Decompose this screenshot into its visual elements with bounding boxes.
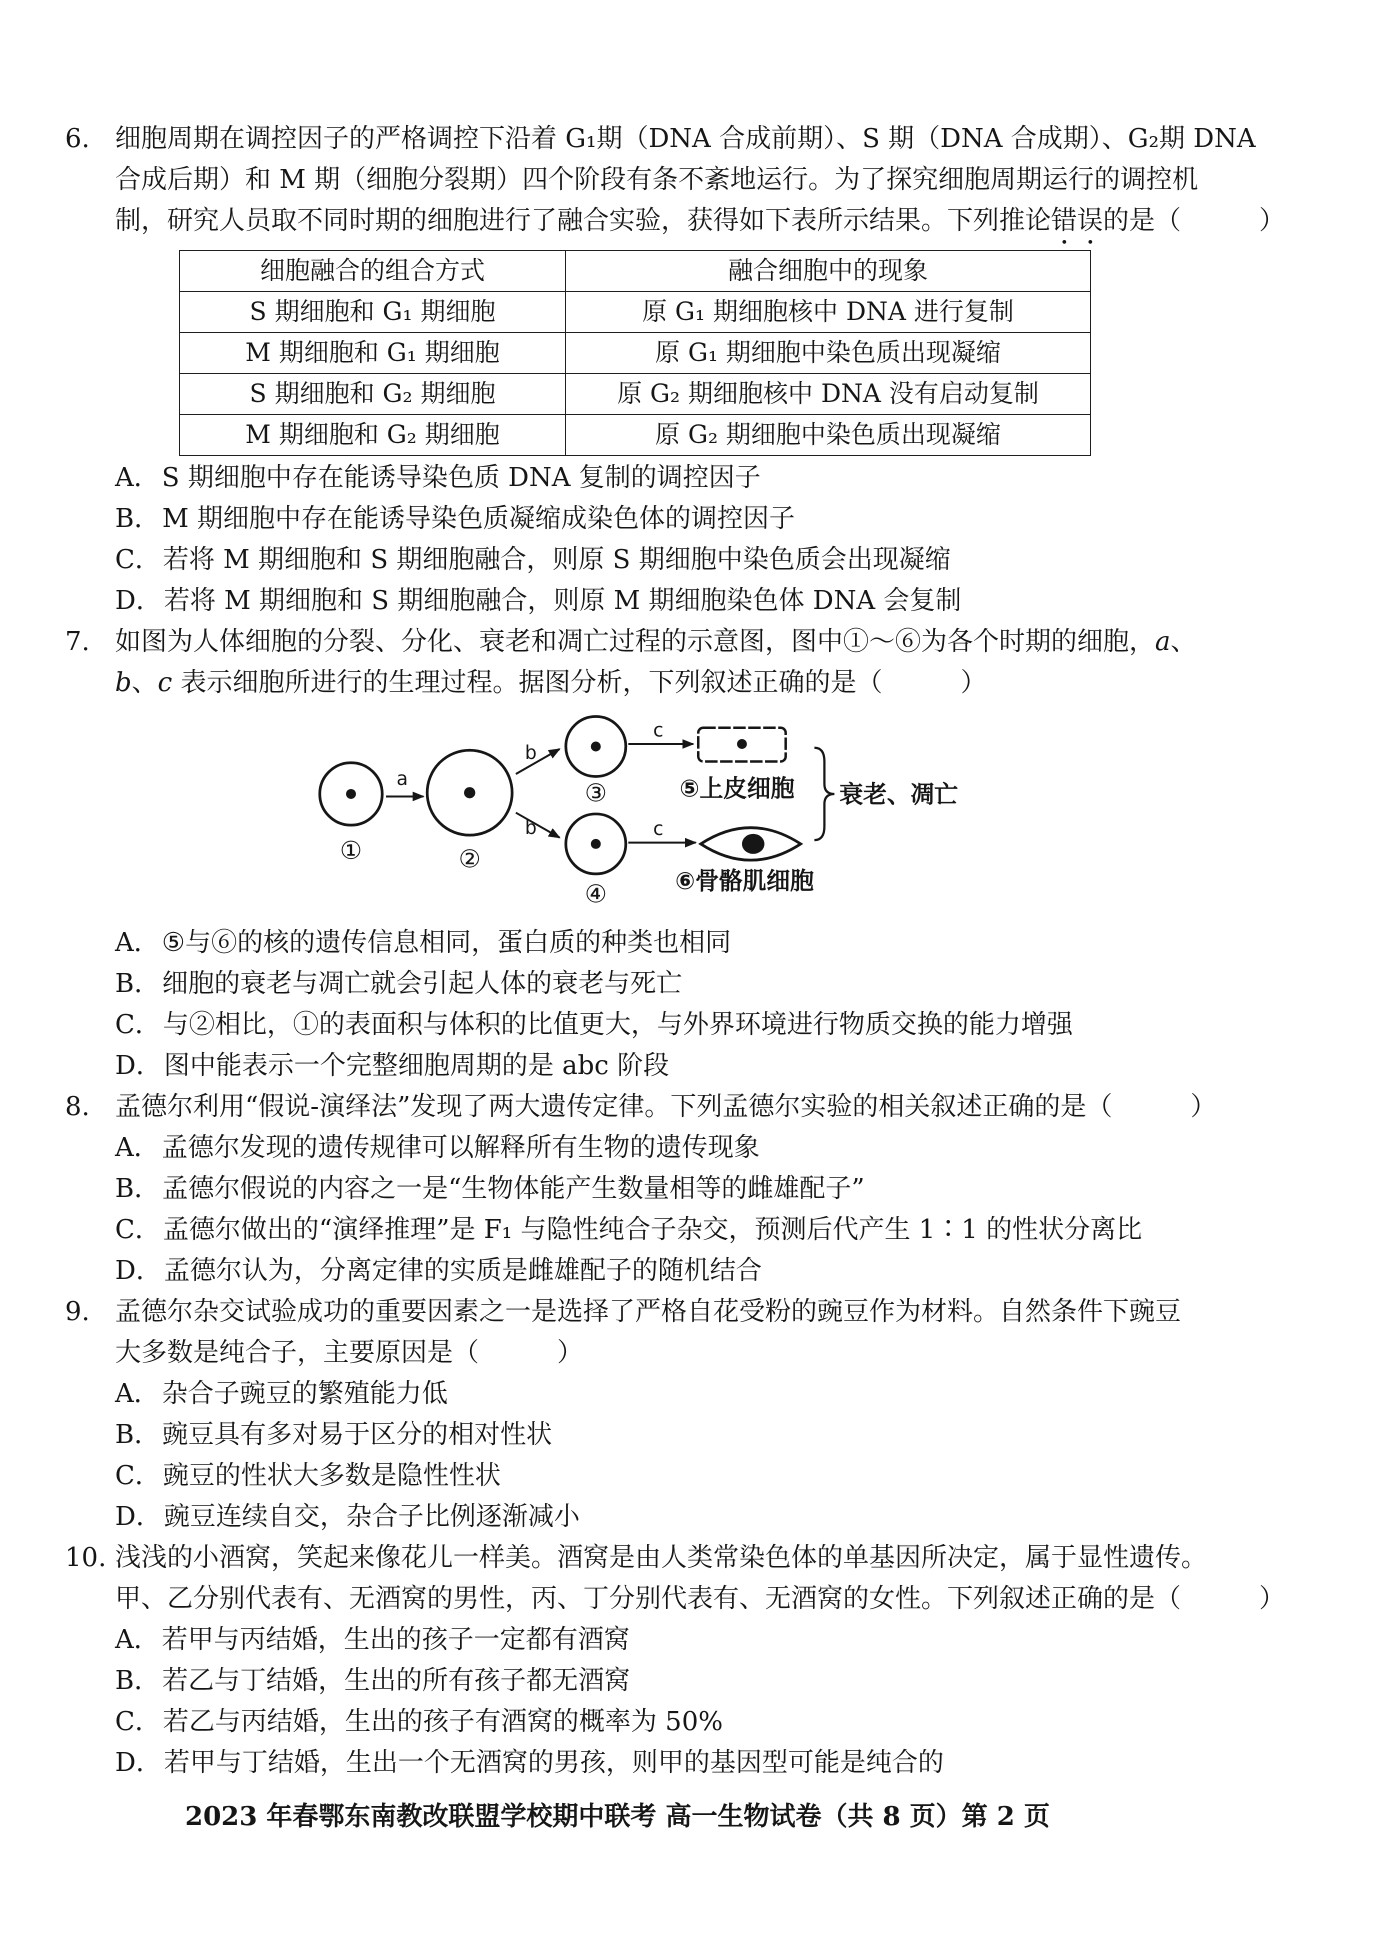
process-label-b-lower: b [524, 817, 537, 839]
table-header: 融合细胞中的现象 [566, 251, 1091, 292]
table-cell: M 期细胞和 G₂ 期细胞 [180, 415, 566, 456]
question-stem-line [65, 1538, 1315, 1579]
muscle-cell-nucleus [742, 834, 764, 854]
option-a [115, 923, 1315, 964]
option-text: 若将 M 期细胞和 S 期细胞融合，则原 S 期细胞中染色质会出现凝缩 [162, 545, 951, 575]
stem-text: 的是（ ） [1103, 206, 1286, 236]
option-text: 豌豆连续自交，杂合子比例逐渐减小 [163, 1502, 580, 1532]
process-label-c-upper: c [653, 720, 664, 742]
option-text: 若甲与丁结婚，生出一个无酒窝的男孩，则甲的基因型可能是纯合的 [163, 1748, 944, 1778]
muscle-cell-label: ⑥骨骼肌细胞 [675, 866, 814, 895]
option-text: 孟德尔认为，分离定律的实质是雌雄配子的随机结合 [163, 1256, 762, 1286]
bracket-label: 衰老、凋亡 [839, 780, 958, 809]
option-a [115, 1620, 1315, 1661]
table-row [180, 292, 1091, 333]
option-b [115, 1661, 1315, 1702]
table-cell: 原 G₁ 期细胞核中 DNA 进行复制 [566, 292, 1091, 333]
option-d [115, 1743, 1315, 1784]
stem-text: 表示细胞所进行的生理过程。据图分析，下列叙述正确的是（ ） [172, 668, 987, 698]
option-label: B． [115, 1174, 161, 1204]
process-label-a: a [396, 769, 408, 791]
option-label: C． [115, 1215, 161, 1245]
option-text: M 期细胞中存在能诱导染色质凝缩成染色体的调控因子 [162, 504, 795, 534]
option-label: B． [115, 1420, 161, 1450]
option-text: 细胞的衰老与凋亡就会引起人体的衰老与死亡 [162, 969, 683, 999]
option-label: A． [115, 1625, 160, 1655]
option-label: D． [115, 1502, 162, 1532]
cell-1-nucleus [346, 789, 356, 799]
option-d [115, 1046, 1315, 1087]
option-text: 孟德尔做出的“演绎推理”是 F₁ 与隐性纯合子杂交，预测后代产生 1∶1 的性状分离比 [162, 1215, 1143, 1245]
table-header: 细胞融合的组合方式 [180, 251, 566, 292]
option-c [115, 1005, 1315, 1046]
question-6 [65, 119, 1315, 622]
stem-text: 、 [131, 668, 158, 698]
table-row [180, 415, 1091, 456]
option-text: S 期细胞中存在能诱导染色质 DNA 复制的调控因子 [161, 463, 761, 493]
question-number: 7. [65, 627, 90, 657]
process-label-b-upper: b [524, 742, 537, 764]
question-stem-line [65, 119, 1315, 160]
question-9 [65, 1292, 1315, 1538]
stem-text: 甲、乙分别代表有、无酒窝的男性，丙、丁分别代表有、无酒窝的女性。下列叙述正确的是（ ） [115, 1584, 1286, 1614]
option-text: ⑤与⑥的核的遗传信息相同，蛋白质的种类也相同 [161, 928, 732, 958]
option-a [115, 1374, 1315, 1415]
arrow-b-lower [516, 813, 560, 838]
option-a [115, 1128, 1315, 1169]
option-text: 豌豆的性状大多数是隐性性状 [162, 1461, 501, 1491]
cell-process-diagram [0, 704, 1374, 923]
epithelial-cell-nucleus [737, 739, 747, 749]
table-cell: S 期细胞和 G₁ 期细胞 [180, 292, 566, 333]
question-8 [65, 1087, 1315, 1292]
arrow-b-upper [516, 749, 560, 774]
question-number: 10. [65, 1543, 107, 1573]
option-label: C． [115, 1010, 161, 1040]
option-label: A． [115, 463, 160, 493]
option-text: 若甲与丙结婚，生出的孩子一定都有酒窝 [161, 1625, 630, 1655]
stem-text: 、 [1170, 627, 1197, 657]
stem-text: 合成后期）和 M 期（细胞分裂期）四个阶段有条不紊地运行。为了探究细胞周期运行的调控机 [115, 165, 1199, 195]
option-label: B． [115, 504, 161, 534]
question-stem-line [65, 1087, 1315, 1128]
question-stem-line [115, 1333, 1315, 1374]
question-stem-line [65, 1292, 1315, 1333]
emphasized-word: 错误 [1051, 206, 1104, 236]
table-cell: 原 G₂ 期细胞核中 DNA 没有启动复制 [566, 374, 1091, 415]
right-brace [814, 748, 834, 840]
option-text: 孟德尔假说的内容之一是“生物体能产生数量相等的雌雄配子” [162, 1174, 865, 1204]
table-cell: 原 G₂ 期细胞中染色质出现凝缩 [566, 415, 1091, 456]
option-d [115, 1251, 1315, 1292]
cell-label-4: ④ [584, 879, 608, 909]
cell-4-nucleus [591, 839, 601, 849]
option-text: 若乙与丁结婚，生出的所有孩子都无酒窝 [162, 1666, 631, 1696]
process-label-c-lower: c [653, 819, 664, 841]
process-variable: a [1155, 627, 1171, 657]
stem-text: 细胞周期在调控因子的严格调控下沿着 G₁期（DNA 合成前期）、S 期（DNA 合成期）、G₂期 DNA [115, 124, 1256, 154]
option-c [115, 1456, 1315, 1497]
table-cell: M 期细胞和 G₁ 期细胞 [180, 333, 566, 374]
table-header-row [180, 251, 1091, 292]
option-label: D． [115, 1256, 162, 1286]
stem-text: 孟德尔利用“假说-演绎法”发现了两大遗传定律。下列孟德尔实验的相关叙述正确的是（ ） [115, 1092, 1217, 1122]
option-c [115, 1210, 1315, 1251]
stem-text: 孟德尔杂交试验成功的重要因素之一是选择了严格自花受粉的豌豆作为材料。自然条件下豌豆 [115, 1297, 1182, 1327]
question-stem-line [115, 160, 1315, 201]
exam-page-content [65, 119, 1315, 1784]
cell-2-nucleus [464, 787, 475, 798]
page-footer: 2023 年春鄂东南教改联盟学校期中联考 高一生物试卷（共 8 页）第 2 页 [185, 1802, 1050, 1832]
option-text: 图中能表示一个完整细胞周期的是 abc 阶段 [163, 1051, 670, 1081]
option-label: A． [115, 1379, 160, 1409]
option-b [115, 1415, 1315, 1456]
option-text: 与②相比，①的表面积与体积的比值更大，与外界环境进行物质交换的能力增强 [162, 1010, 1073, 1040]
option-b [115, 499, 1315, 540]
option-label: C． [115, 1461, 161, 1491]
option-label: A． [115, 928, 160, 958]
question-number: 8. [65, 1092, 90, 1122]
option-c [115, 1702, 1315, 1743]
option-d [115, 1497, 1315, 1538]
table-cell: 原 G₁ 期细胞中染色质出现凝缩 [566, 333, 1091, 374]
stem-text: 如图为人体细胞的分裂、分化、衰老和凋亡过程的示意图，图中①～⑥为各个时期的细胞， [115, 627, 1156, 657]
option-text: 杂合子豌豆的繁殖能力低 [161, 1379, 448, 1409]
stem-text: 大多数是纯合子，主要原因是（ ） [115, 1338, 584, 1368]
stem-text: 制，研究人员取不同时期的细胞进行了融合实验，获得如下表所示结果。下列推论 [115, 206, 1052, 236]
option-label: B． [115, 1666, 161, 1696]
question-stem-line [115, 663, 1315, 704]
question-number: 6. [65, 124, 90, 154]
option-label: B． [115, 969, 161, 999]
option-d [115, 581, 1315, 622]
option-label: A． [115, 1133, 160, 1163]
option-label: C． [115, 545, 161, 575]
cell-label-2: ② [458, 844, 481, 874]
process-variable: b [115, 668, 132, 698]
epithelial-cell-label: ⑤上皮细胞 [679, 774, 795, 803]
question-7 [65, 622, 1315, 1087]
question-stem-line [115, 1579, 1315, 1620]
option-b [115, 964, 1315, 1005]
option-label: C． [115, 1707, 161, 1737]
option-text: 孟德尔发现的遗传规律可以解释所有生物的遗传现象 [161, 1133, 760, 1163]
table-row [180, 374, 1091, 415]
option-text: 豌豆具有多对易于区分的相对性状 [162, 1420, 553, 1450]
stem-text: 浅浅的小酒窝，笑起来像花儿一样美。酒窝是由人类常染色体的单基因所决定，属于显性遗传。 [115, 1543, 1208, 1573]
question-10 [65, 1538, 1315, 1784]
table-row [180, 333, 1091, 374]
cell-label-1: ① [339, 835, 363, 865]
question-stem-line [115, 201, 1315, 242]
question-number: 9. [65, 1297, 90, 1327]
process-variable: c [157, 668, 173, 698]
cell-label-3: ③ [584, 778, 608, 808]
option-text: 若将 M 期细胞和 S 期细胞融合，则原 M 期细胞染色体 DNA 会复制 [163, 586, 962, 616]
option-text: 若乙与丙结婚，生出的孩子有酒窝的概率为 50% [162, 1707, 723, 1737]
option-label: D． [115, 1051, 162, 1081]
option-label: D． [115, 1748, 162, 1778]
table-cell: S 期细胞和 G₂ 期细胞 [180, 374, 566, 415]
option-a [115, 458, 1315, 499]
question-stem-line [65, 622, 1315, 663]
option-label: D． [115, 586, 162, 616]
cell-fusion-table [179, 250, 1091, 456]
cell-3-nucleus [591, 741, 601, 751]
option-b [115, 1169, 1315, 1210]
option-c [115, 540, 1315, 581]
